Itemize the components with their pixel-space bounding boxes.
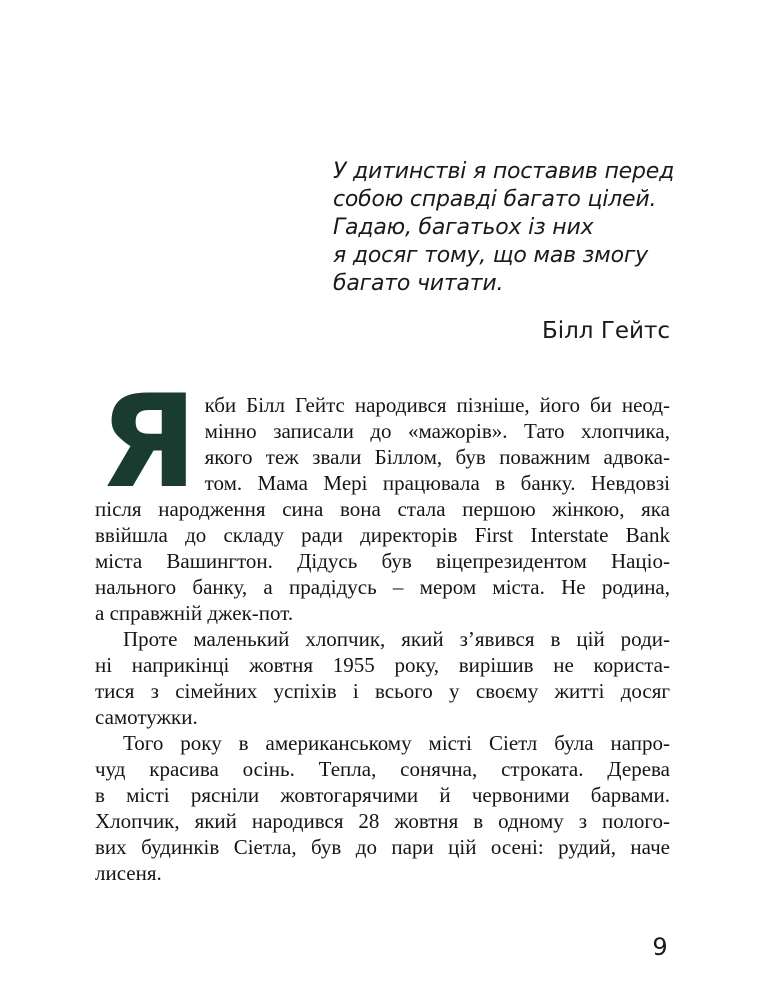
- text-line: нального банку, а прадідусь – мером міста. Не родина,: [95, 575, 670, 599]
- paragraph: [95, 730, 670, 886]
- text-line: самотужки.: [95, 705, 198, 729]
- text-line: ввійшла до складу ради директорів First Interstate Bank: [95, 523, 670, 547]
- text-line: вих будинків Сіетла, був до пари цій осені: рудий, наче: [95, 835, 670, 859]
- text-line: Того року в американському місті Сіетл була напро-: [123, 731, 670, 755]
- text-line: лисеня.: [95, 861, 162, 885]
- page-number: 9: [652, 933, 668, 961]
- epigraph-line: багато читати.: [333, 271, 504, 296]
- text-line: ні наприкінці жовтня 1955 року, вирішив не користа-: [95, 653, 670, 677]
- text-line: тися з сімейних успіхів і всього у своєму житті досяг: [95, 679, 670, 703]
- text-line: Хлопчик, який народився 28 жовтня в одному з полого-: [95, 809, 670, 833]
- text-line: в місті рясніли жовтогарячими й червоними барвами.: [95, 783, 670, 807]
- paragraph: [95, 626, 670, 730]
- epigraph-attribution: Білл Гейтс: [541, 318, 670, 344]
- drop-cap-letter: Я: [99, 368, 198, 517]
- text-line: чуд красива осінь. Тепла, сонячна, строката. Дерева: [95, 757, 670, 781]
- epigraph-line: я досяг тому, що мав змогу: [333, 243, 649, 268]
- text-line: мінно записали до «мажорів». Тато хлопчика,: [204, 419, 670, 443]
- text-line: том. Мама Мері працювала в банку. Невдовзі: [204, 471, 670, 495]
- text-line: Проте маленький хлопчик, який з’явився в цій роди-: [123, 627, 670, 651]
- text-line: міста Вашингтон. Дідусь був віцепрезидентом Націо-: [95, 549, 670, 573]
- text-line: а справжній джек-пот.: [95, 601, 294, 625]
- paragraph: [95, 368, 670, 626]
- epigraph-line: У дитинстві я поставив перед: [333, 159, 675, 184]
- epigraph-line: собою справді багато цілей.: [333, 187, 657, 212]
- text-line: кби Білл Гейтс народився пізніше, його би неод-: [204, 393, 670, 417]
- epigraph-quote: [333, 158, 693, 298]
- body-text: [95, 368, 670, 886]
- epigraph-line: Гадаю, багатьох із них: [333, 215, 594, 240]
- text-line: після народження сина вона стала першою жінкою, яка: [95, 497, 670, 521]
- text-line: якого теж звали Біллом, був поважним адвока-: [204, 445, 670, 469]
